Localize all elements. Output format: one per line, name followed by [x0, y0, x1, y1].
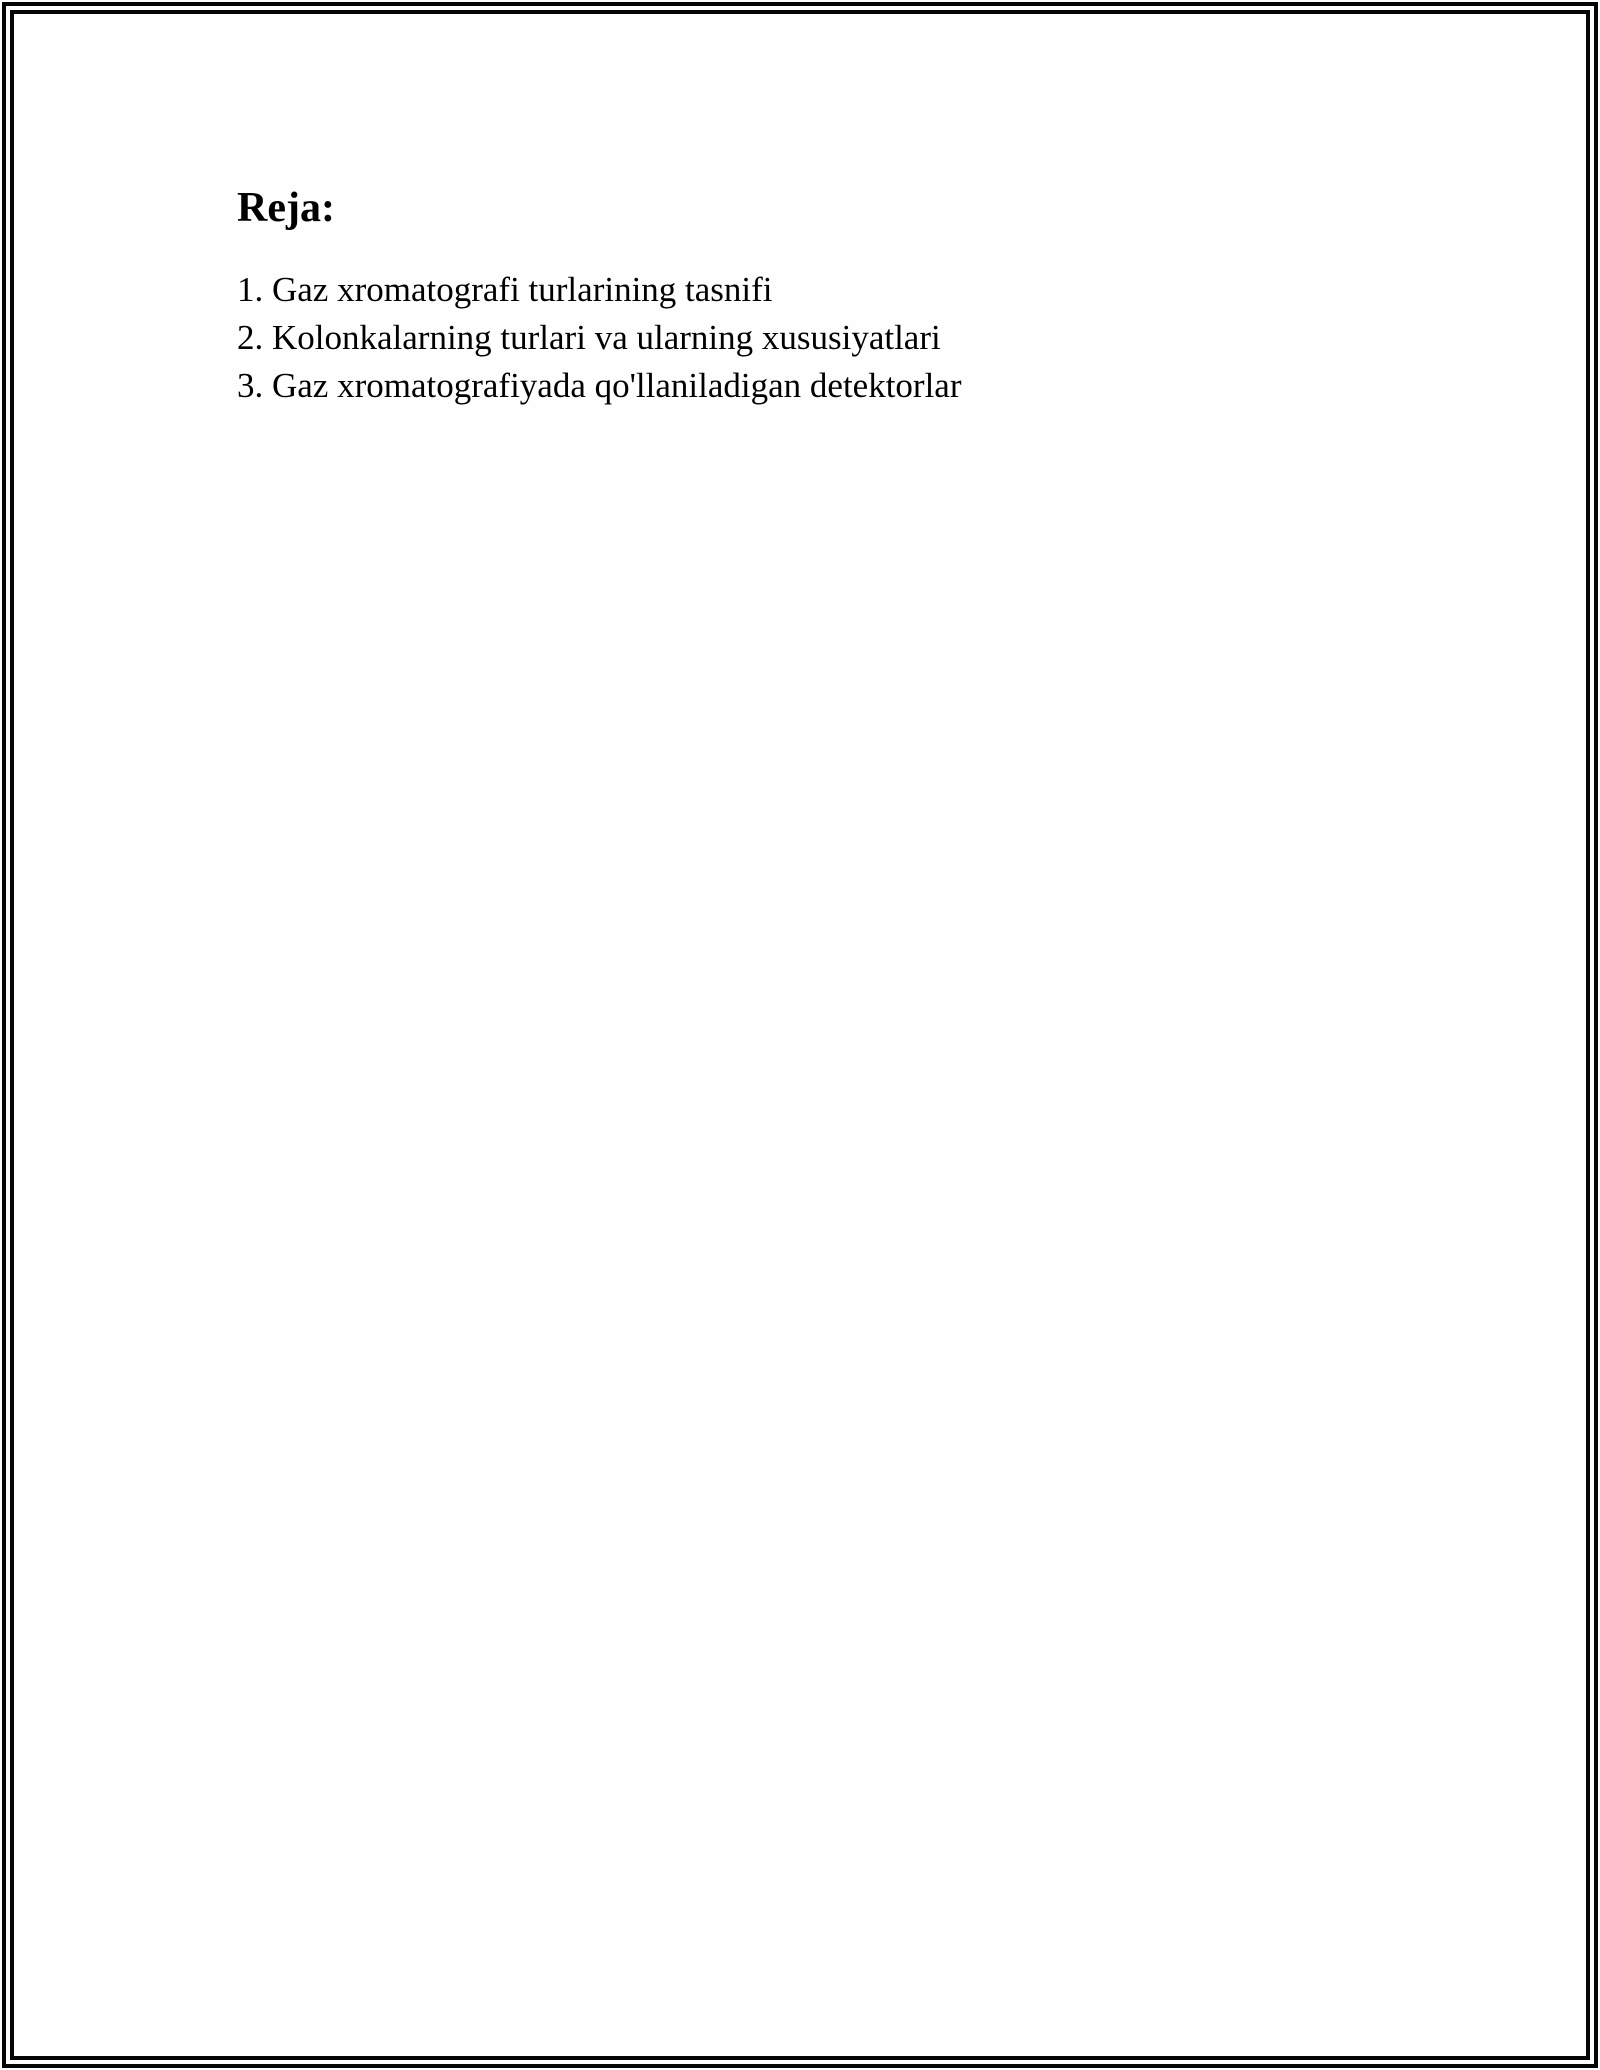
plan-item-2: 2. Kolonkalarning turlari va ularning xususiyatlari — [237, 318, 941, 357]
plan-item-3: 3. Gaz xromatografiyada qo'llaniladigan detektorlar — [237, 366, 962, 405]
page-content — [237, 186, 1480, 410]
plan-heading: Reja: — [237, 185, 335, 231]
plan-item-1: 1. Gaz xromatografi turlarining tasnifi — [237, 270, 773, 309]
plan-list — [237, 266, 1480, 410]
